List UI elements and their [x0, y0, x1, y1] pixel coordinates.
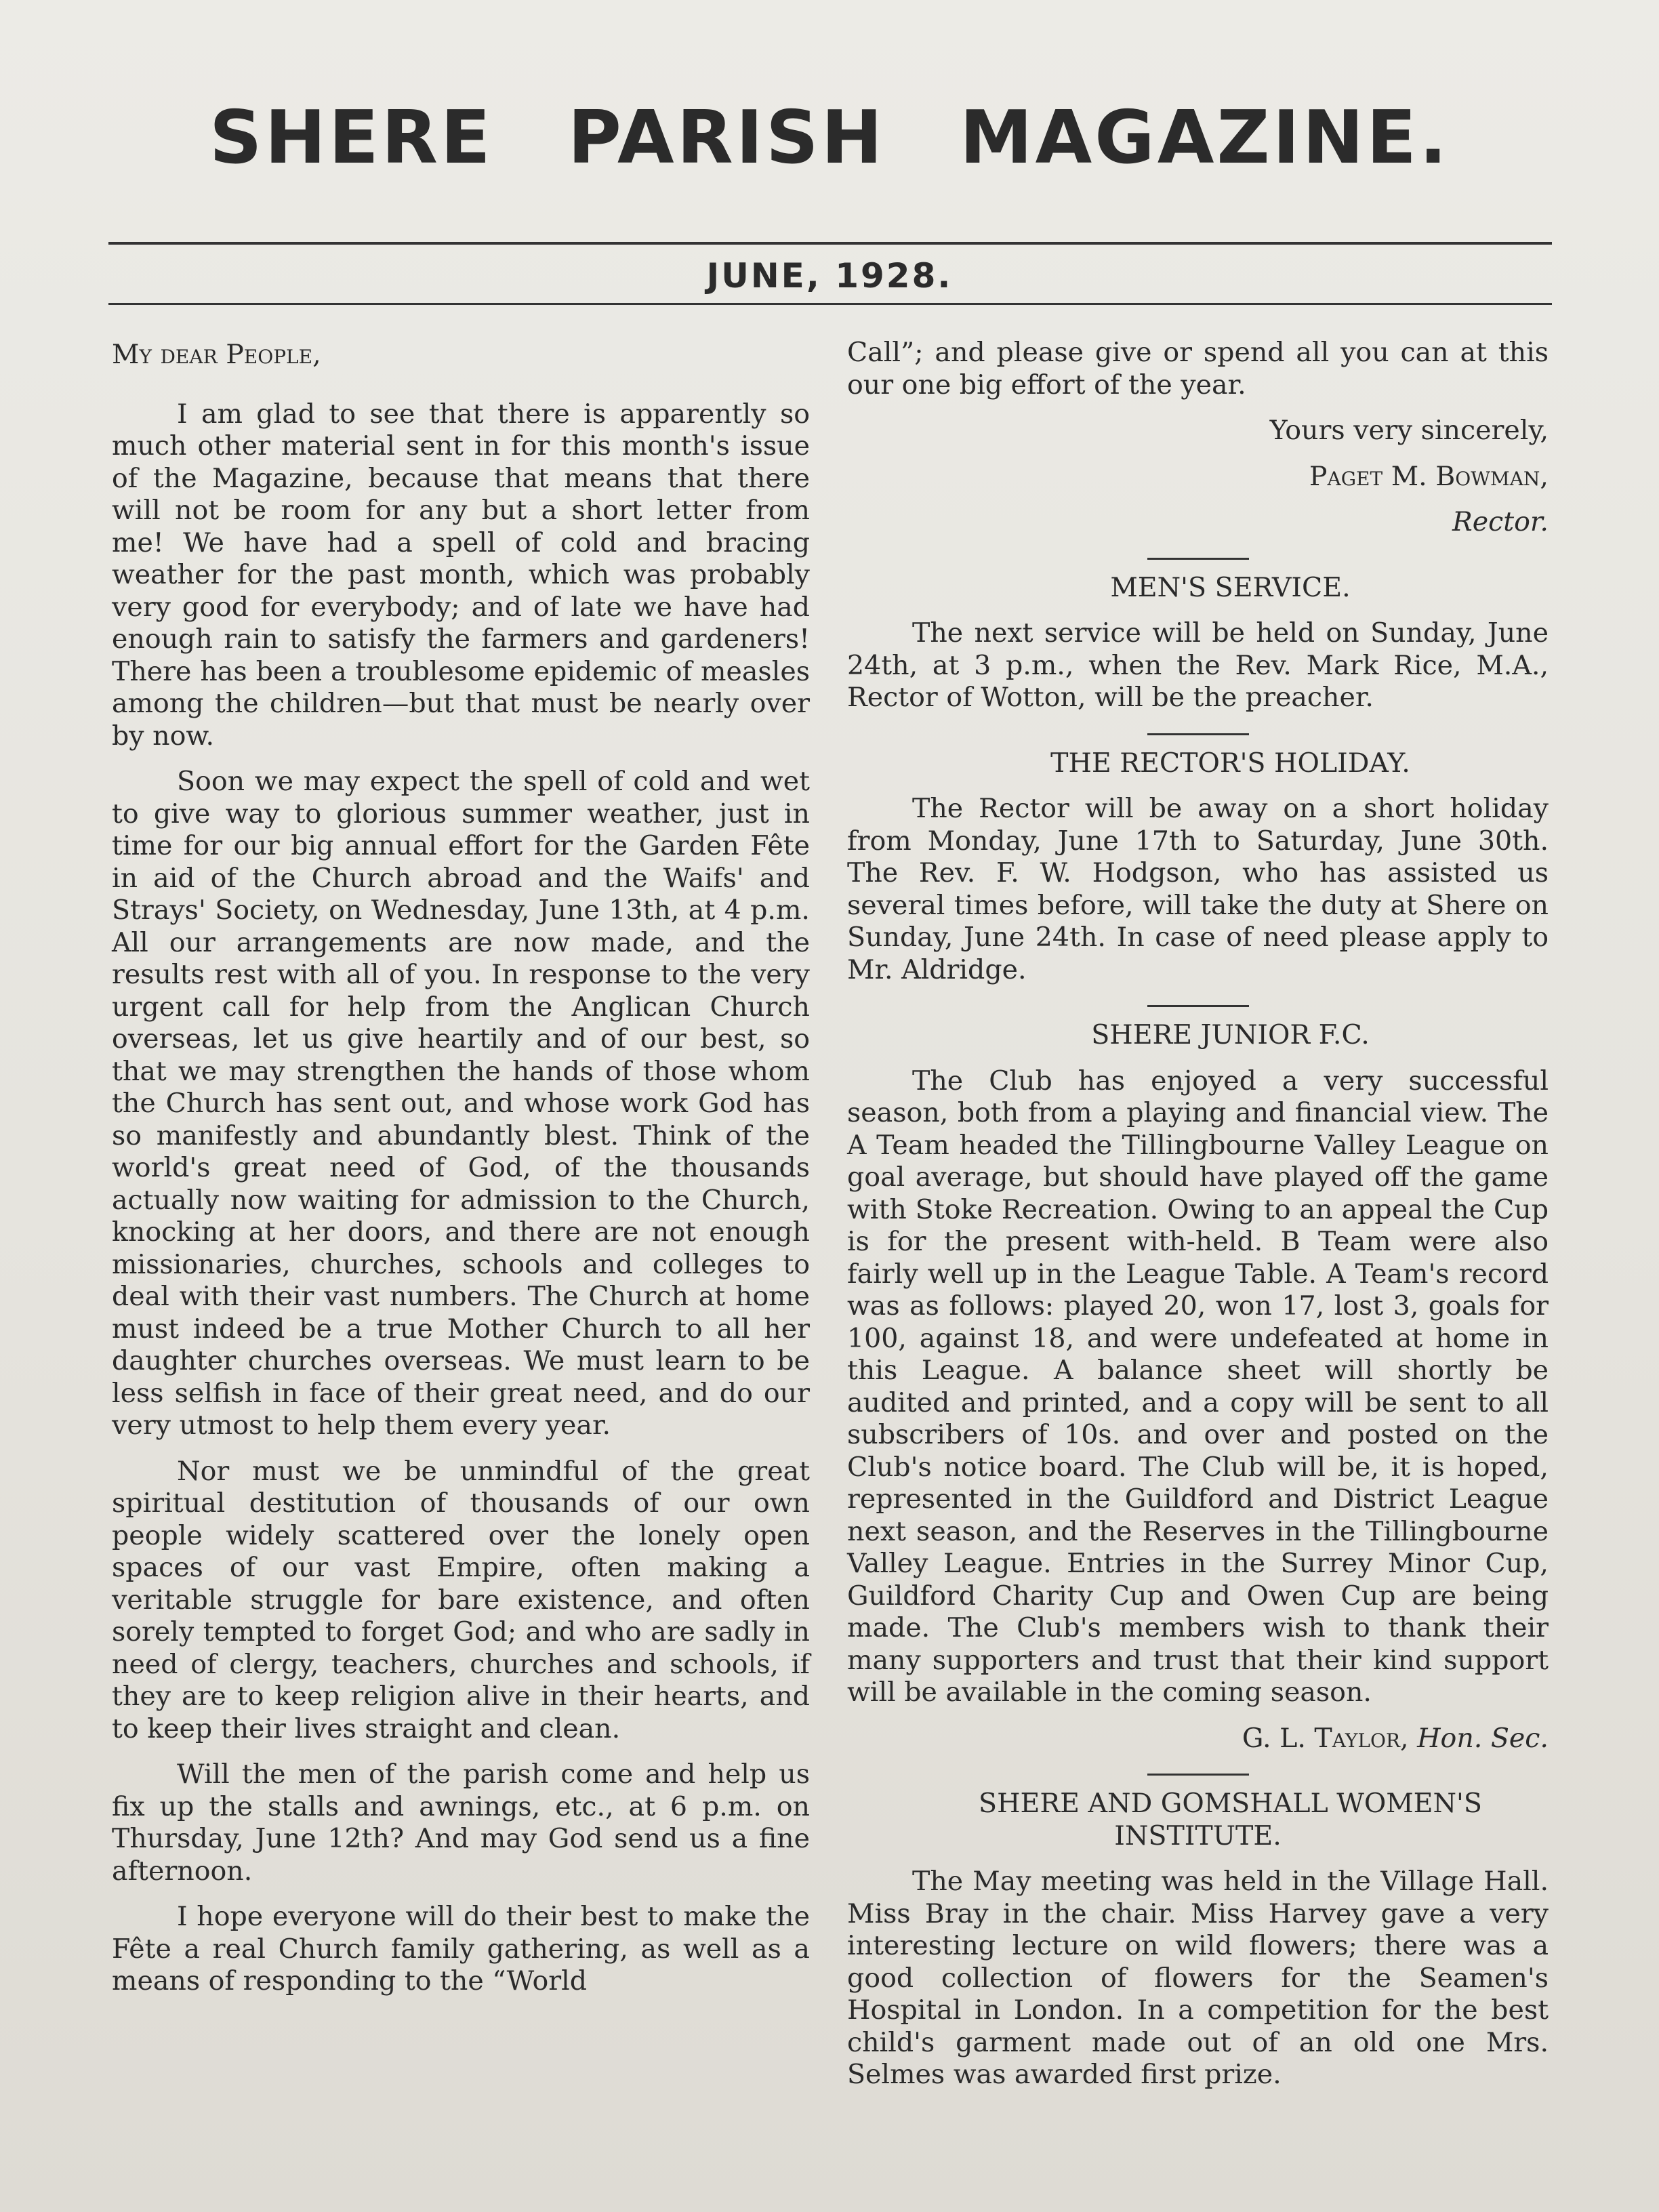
junior-fc-signoff-role: Hon. Sec. [1417, 1722, 1549, 1754]
section-heading-mens-service: MEN'S SERVICE. [1110, 571, 1351, 603]
section-divider [1147, 1005, 1249, 1007]
letter-paragraph: Will the men of the parish come and help us fix up the stalls and awnings, etc., at 6 p.m. on Thursday, June 12th? And may God send us a fine afternoon. [112, 1759, 810, 1887]
letter-paragraph: I am glad to see that there is apparently so much other material sent in for this month's issue of the Magazine, because that means that there will not be room for any but a short letter from me! We have had a spell of cold and bracing weather for the past month, which was probably very good for everybody; and of late we have had enough rain to satisfy the farmers and gardeners! There has been a troublesome epidemic of measles among the children—but that must be nearly over by now. [112, 398, 810, 752]
letter-paragraph: I hope everyone will do their best to make the Fête a real Church family gathering, as well as a means of responding to the “World [112, 1901, 810, 1996]
issue-date: JUNE, 1928. [706, 256, 953, 295]
section-heading-junior-fc: SHERE JUNIOR F.C. [1091, 1019, 1370, 1050]
section-body-mens-service: The next service will be held on Sunday, June 24th, at 3 p.m., when the Rev. Mark Rice, M.A., Rector of Wotton, will be the preacher. [847, 617, 1549, 713]
section-divider [1147, 558, 1249, 560]
masthead-title [0, 96, 1659, 180]
section-divider [1147, 733, 1249, 735]
section-heading-rectors-holiday: THE RECTOR'S HOLIDAY. [1050, 747, 1410, 779]
section-body-junior-fc: The Club has enjoyed a very successful season, both from a playing and financial view. The A Team headed the Tillingbourne Valley League on goal average, but should have played off the game with Stoke Recreation. Owing to an appeal the Cup is for the present with-held. B Team were also fairly well up in the League Table. A Team's record was as follows: played 20, won 17, lost 3, goals for 100, against 18, and were undefeated at home in this League. A balance sheet will shortly be audited and printed, and a copy will be sent to all subscribers of 10s. and over and posted on the Club's notice board. The Club will be, it is hoped, represented in the Guildford and District League next season, and the Reserves in the Tillingbourne Valley League. Entries in the Surrey Minor Cup, Guildford Charity Cup and Owen Cup are being made. The Club's members wish to thank their many supporters and trust that their kind support will be available in the coming season. [847, 1065, 1549, 1708]
masthead-word-shere: SHERE [209, 96, 493, 180]
letter-closing: Yours very sincerely, [1269, 415, 1549, 446]
letter-paragraph: Nor must we be unmindful of the great spiritual destitution of thousands of our own people widely scattered over the lonely open spaces of our vast Empire, often making a veritable struggle for bare existence, and often sorely tempted to forget God; and who are sadly in need of clergy, teachers, churches and schools, if they are to keep religion alive in their hearts, and to keep their lives straight and clean. [112, 1455, 810, 1744]
section-heading-womens-institute: SHERE AND GOMSHALL WOMEN'S INSTITUTE. [979, 1788, 1482, 1851]
letter-signature-role: Rector. [1452, 506, 1549, 537]
letter-continuation: Call”; and please give or spend all you can at this our one big effort of the year. [847, 337, 1549, 401]
masthead-rule-bottom [108, 303, 1552, 305]
right-column [847, 337, 1549, 2091]
letter-signature: Paget M. Bowman, [1309, 460, 1549, 492]
junior-fc-signoff [847, 1723, 1549, 1755]
junior-fc-signoff-name: G. L. Taylor, [1242, 1722, 1409, 1754]
section-body-womens-institute: The May meeting was held in the Village Hall. Miss Bray in the chair. Miss Harvey gave a very interesting lecture on wild flowers; there was a good collection of flowers for the Seamen's Hospital in London. In a competition for the best child's garment made out of an old one Mrs. Selmes was awarded first prize. [847, 1866, 1549, 2090]
section-body-rectors-holiday: The Rector will be away on a short holiday from Monday, June 17th to Saturday, June 30th. The Rev. F. W. Hodgson, who has assisted us several times before, will take the duty at Shere on Sunday, June 24th. In case of need please apply to Mr. Aldridge. [847, 793, 1549, 985]
masthead-word-magazine: MAGAZINE. [960, 96, 1450, 180]
left-column [112, 339, 810, 1998]
letter-paragraph: Soon we may expect the spell of cold and wet to give way to glorious summer weather, just in time for our big annual effort for the Garden Fête in aid of the Church abroad and the Waifs' and Strays' Society, on Wednesday, June 13th, at 4 p.m. All our arrangements are now made, and the results rest with all of you. In response to the very urgent call for help from the Anglican Church overseas, let us give heartily and of our best, so that we may strengthen the hands of those whom the Church has sent out, and whose work God has so manifestly and abundantly blest. Think of the world's great need of God, of the thousands actually now waiting for admission to the Church, knocking at her doors, and there are not enough missionaries, churches, schools and colleges to deal with their vast numbers. The Church at home must indeed be a true Mother Church to all her daughter churches overseas. We must learn to be less selfish in face of their great need, and do our very utmost to help them every year. [112, 766, 810, 1441]
masthead-rule-top [108, 242, 1552, 245]
masthead-word-parish: PARISH [567, 96, 886, 180]
section-divider [1147, 1774, 1249, 1776]
letter-salutation: My dear People, [112, 339, 321, 370]
